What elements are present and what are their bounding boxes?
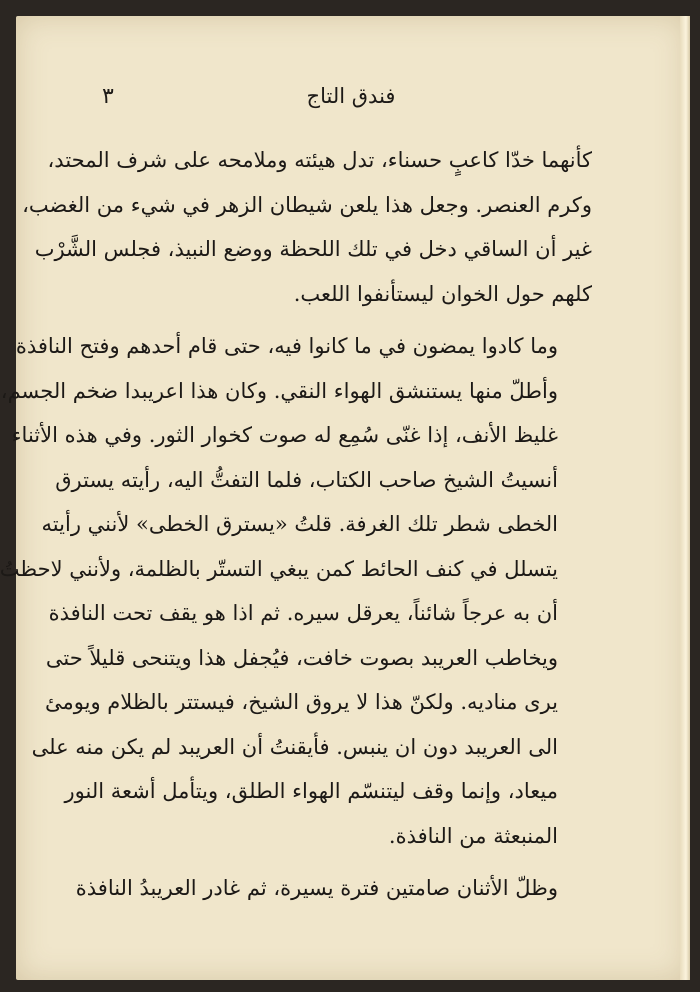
body-text [0, 138, 592, 911]
text-line: غير أن الساقي دخل في تلك اللحظة ووضع النبيذ، فجلس الشَّرْب [34, 237, 592, 261]
running-title: فندق التاج [306, 84, 396, 108]
paragraph-1 [22, 138, 592, 316]
text-line: الخطى شطر تلك الغرفة. قلتُ «يسترق الخطى» لأنني رأيته [41, 512, 558, 536]
paragraph-2 [0, 324, 592, 858]
paragraph-3 [75, 866, 592, 911]
text-line: ويخاطب العريبد بصوت خافت، فيُجفل هذا ويتنحى قليلاً حتى [45, 645, 558, 670]
text-line: يرى مناديه. ولكنّ هذا لا يروق الشيخ، فيستتر بالظلام ويومئ [45, 690, 558, 714]
text-line: الى العريبد دون ان ينبس. فأيقنتُ أن العريبد لم يكن منه على [31, 734, 558, 759]
book-page [0, 16, 686, 980]
text-line: أن به عرجاً شائناً، يعرقل سيره. ثم اذا هو يقف تحت النافذة [48, 601, 558, 625]
text-line: أنسيتُ الشيخ صاحب الكتاب، فلما التفتُّ اليه، رأيته يسترق [55, 467, 558, 492]
text-line: وما كادوا يمضون في ما كانوا فيه، حتى قام أحدهم وفتح النافذة [15, 334, 558, 358]
page-edge [680, 16, 690, 980]
text-line: يتسلل في كنف الحائط كمن يبغي التستّر بالظلمة، ولأنني لاحظتُ [0, 556, 558, 581]
page-number: ٣ [102, 84, 114, 109]
text-line: وكرم العنصر. وجعل هذا يلعن شيطان الزهر في شيء من الغضب، [22, 192, 592, 217]
text-line: كأنهما خدّا كاعبٍ حسناء، تدل هيئته وملامحه على شرف المحتد، [47, 148, 592, 172]
text-line: المنبعثة من النافذة. [388, 823, 558, 848]
page-header [102, 84, 600, 124]
text-line: غليظ الأنف، إذا غنّى سُمِع له صوت كخوار الثور. وفي هذه الأثناء [11, 423, 558, 447]
text-line: كلهم حول الخوان ليستأنفوا اللعب. [293, 281, 592, 306]
text-line: وظلّ الأثنان صامتين فترة يسيرة، ثم غادر العريبدُ النافذة [75, 876, 558, 900]
text-line: وأطلّ منها يستنشق الهواء النقي. وكان هذا اعريبدا ضخم الجسم، [0, 378, 558, 403]
text-line: ميعاد، وإنما وقف ليتنسّم الهواء الطلق، ويتأمل أشعة النور [64, 779, 558, 803]
